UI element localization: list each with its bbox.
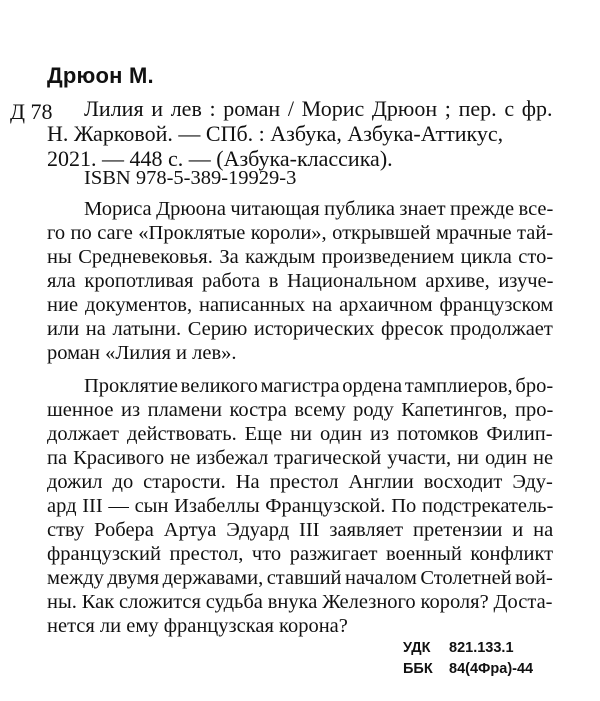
annotation-p1-line: Мориса Дрюона читающая публика знает прежде все- bbox=[84, 198, 554, 220]
annotation-p2-line: па Красивого не избежал трагической участи, ни один не bbox=[47, 447, 554, 469]
annotation-p2-line: ству Робера Артуа Эдуард III заявляет претензии и на bbox=[47, 519, 554, 541]
annotation-p1-line: ние документов, написанных на архаичном французском bbox=[47, 294, 554, 316]
annotation-p1-line: ны Средневековья. За каждым произведением цикла сто- bbox=[47, 246, 554, 268]
bbk-label: ББК bbox=[403, 661, 433, 677]
udk-value: 821.133.1 bbox=[449, 640, 514, 656]
annotation-p2-line: дожил до старости. На престол Англии восходит Эду- bbox=[47, 471, 553, 493]
annotation-p1-line: роман «Лилия и лев». bbox=[47, 342, 237, 364]
bib-line-1: Лилия и лев : роман / Морис Дрюон ; пер. с фр. bbox=[84, 96, 553, 121]
annotation-p2-line: нется ли ему французская корона? bbox=[47, 615, 348, 637]
bib-line-2: Н. Жарковой. — СПб. : Азбука, Азбука-Аттикус, bbox=[47, 121, 504, 146]
annotation-p1-line: или на латыни. Серию исторических фресок продолжает bbox=[47, 318, 553, 340]
bbk-index bbox=[403, 661, 545, 677]
annotation-p2-line: ард III — сын Изабеллы Французской. По подстрекатель- bbox=[47, 495, 554, 517]
bib-line-3: 2021. — 448 с. — (Азбука-классика). bbox=[47, 146, 393, 171]
annotation-p1-line: яла кропотливая работа в Национальном архиве, изуче- bbox=[47, 270, 554, 292]
bbk-value: 84(4Фра)-44 bbox=[449, 661, 534, 677]
udk-label: УДК bbox=[403, 640, 431, 656]
annotation-p2-line: должает действовать. Еще ни один из потомков Филип- bbox=[47, 423, 553, 445]
annotation-p1-line: го по саге «Проклятые короли», открывшей мрачные тай- bbox=[47, 222, 554, 244]
annotation-p2-line: Проклятие великого магистра ордена тамплиеров, бро- bbox=[84, 375, 554, 397]
annotation-p2-line: ны. Как сложится судьба внука Железного короля? Доста- bbox=[47, 591, 553, 613]
annotation-p2-line: французский престол, что разжигает военный конфликт bbox=[47, 543, 554, 565]
author-heading: Дрюон М. bbox=[47, 63, 154, 88]
library-code: Д 78 bbox=[10, 99, 53, 124]
udk-index bbox=[403, 640, 545, 656]
annotation-p2-line: шенное из пламени костра всему роду Капетингов, про- bbox=[47, 399, 554, 421]
isbn: ISBN 978-5-389-19929-3 bbox=[84, 167, 297, 189]
annotation-p2-line: между двумя державами, ставший началом Столетней вой- bbox=[47, 567, 553, 589]
